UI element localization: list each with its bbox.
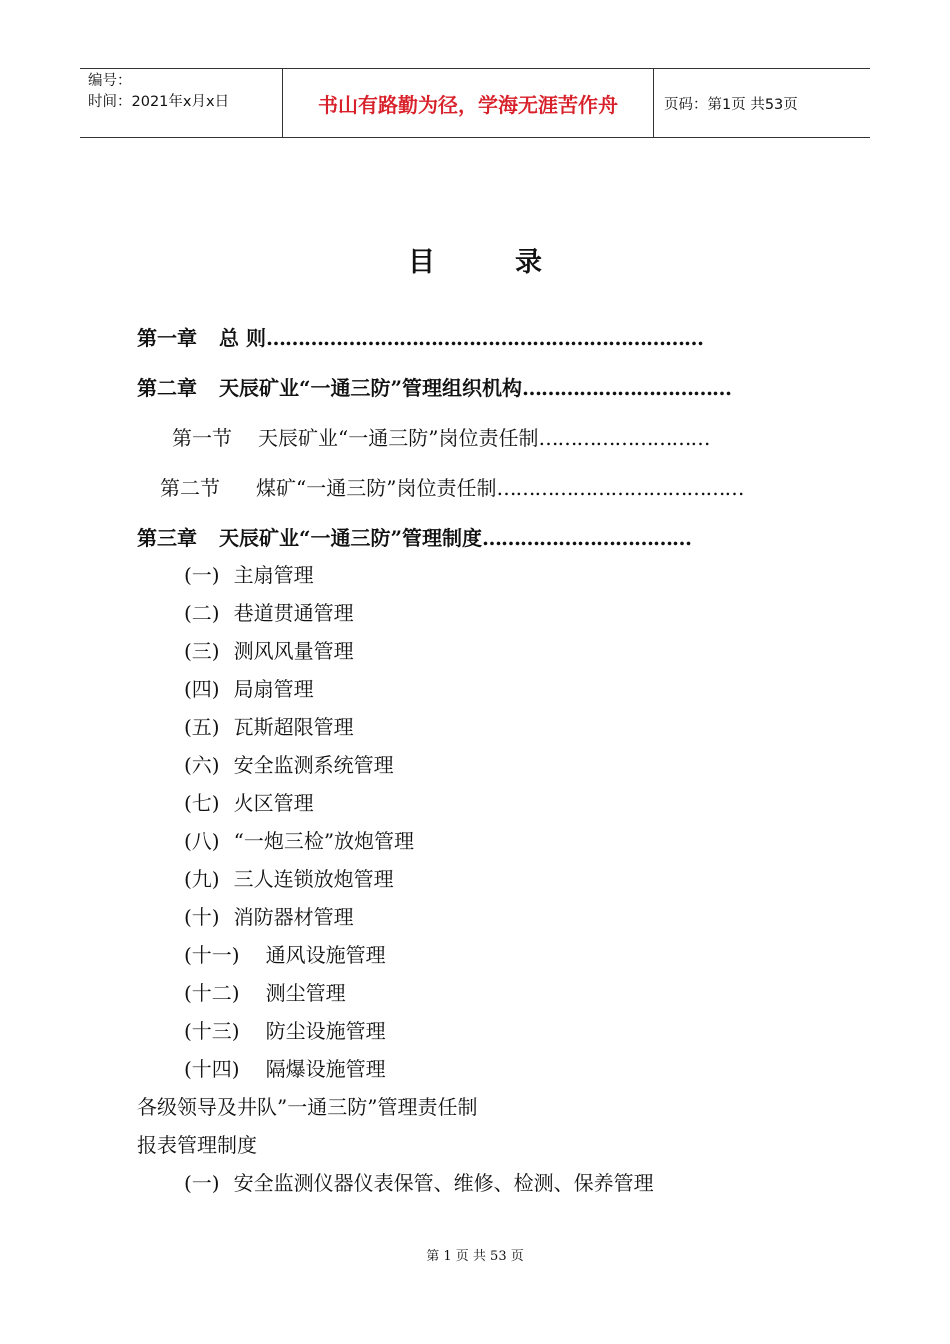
toc-entry-number: (一)	[184, 1171, 220, 1195]
document-number-label: 编号：	[88, 73, 132, 89]
toc-entry-title: 防尘设施管理	[265, 1019, 386, 1043]
toc-entry-title: 测尘管理	[265, 981, 346, 1005]
toc-entry-number: (十一)	[184, 943, 240, 967]
toc-entry	[137, 324, 703, 352]
toc-entry-dots: ……………………………	[522, 376, 732, 400]
toc-entry-title: 火区管理	[233, 791, 314, 815]
toc-entry-number: (三)	[184, 639, 220, 663]
toc-entry-dots: ……………………………………………………………	[265, 326, 703, 350]
header-meta	[80, 69, 282, 137]
toc-entry-number: (二)	[184, 601, 220, 625]
toc-entry-dots: ………………………	[538, 426, 710, 450]
toc-entry	[172, 424, 709, 452]
header-page-info: 页码：第1页 共53页	[664, 96, 798, 113]
toc-entry	[184, 903, 354, 931]
toc-entry-number: 第三章	[137, 526, 197, 550]
toc-entry-title: 各级领导及井队”一通三防”管理责任制	[137, 1095, 478, 1119]
toc-entry-title: 安全监测系统管理	[233, 753, 394, 777]
toc-entry-title: 总 则	[219, 326, 266, 350]
toc-entry	[184, 979, 346, 1007]
toc-entry-number: (十四)	[184, 1057, 240, 1081]
toc-entry-number: (七)	[184, 791, 220, 815]
toc-entry-number: 第二节	[160, 476, 220, 500]
toc-entry-number: (四)	[184, 677, 220, 701]
toc-entry-number: (十)	[184, 905, 220, 929]
toc-entry-number: (六)	[184, 753, 220, 777]
toc-entry	[137, 1093, 477, 1121]
toc-entry-title: 隔爆设施管理	[265, 1057, 386, 1081]
toc-entry-title: 巷道贯通管理	[233, 601, 354, 625]
toc-entry	[137, 1131, 257, 1159]
toc-entry	[184, 1017, 386, 1045]
toc-entry-title: 天辰矿业“一通三防”岗位责任制	[258, 426, 539, 450]
toc-entry	[137, 524, 691, 552]
document-date: 时间：2021年x月x日	[88, 94, 230, 110]
toc-entry-title: 安全监测仪器仪表保管、维修、检测、保养管理	[233, 1171, 654, 1195]
toc-entry-number: (十二)	[184, 981, 240, 1005]
toc-entry	[184, 561, 314, 589]
toc-entry-title: 天辰矿业“一通三防”管理制度	[219, 526, 483, 550]
toc-entry	[184, 941, 386, 969]
toc-entry-title: 报表管理制度	[137, 1133, 257, 1157]
toc-entry	[184, 637, 354, 665]
toc-entry-number: (十三)	[184, 1019, 240, 1043]
toc-entry-number: (八)	[184, 829, 220, 853]
toc-entry-title: 测风风量管理	[233, 639, 354, 663]
toc-entry	[137, 374, 731, 402]
page-title: 目录	[408, 247, 622, 278]
toc-entry-title: “一炮三检”放炮管理	[233, 829, 415, 853]
toc-entry-number: (九)	[184, 867, 220, 891]
page-header	[80, 68, 870, 138]
toc-entry-dots: …………………………………	[496, 476, 744, 500]
toc-entry	[184, 1169, 654, 1197]
toc-entry	[184, 675, 314, 703]
toc-entry	[184, 713, 354, 741]
toc-entry-title: 天辰矿业“一通三防”管理组织机构	[219, 376, 523, 400]
toc-entry	[184, 827, 414, 855]
toc-entry-number: (一)	[184, 563, 220, 587]
toc-entry-title: 消防器材管理	[233, 905, 354, 929]
toc-entry	[184, 865, 394, 893]
toc-entry	[184, 599, 354, 627]
header-motto: 书山有路勤为径，学海无涯苦作舟	[282, 69, 654, 137]
toc-entry-title: 三人连锁放炮管理	[233, 867, 394, 891]
toc-entry-title: 瓦斯超限管理	[233, 715, 354, 739]
toc-entry-dots: ……………………………	[482, 526, 692, 550]
toc-entry	[160, 474, 743, 502]
toc-entry	[184, 789, 314, 817]
toc-entry-number: 第一章	[137, 326, 197, 350]
toc-entry-title: 煤矿“一通三防”岗位责任制	[256, 476, 497, 500]
toc-entry-number: 第一节	[172, 426, 232, 450]
toc-entry-title: 通风设施管理	[265, 943, 386, 967]
page-footer: 第 1 页 共 53 页	[426, 1249, 524, 1264]
toc-entry-number: (五)	[184, 715, 220, 739]
toc-entry-number: 第二章	[137, 376, 197, 400]
toc-entry-title: 主扇管理	[233, 563, 314, 587]
toc-entry-title: 局扇管理	[233, 677, 314, 701]
toc-entry	[184, 1055, 386, 1083]
toc-entry	[184, 751, 394, 779]
